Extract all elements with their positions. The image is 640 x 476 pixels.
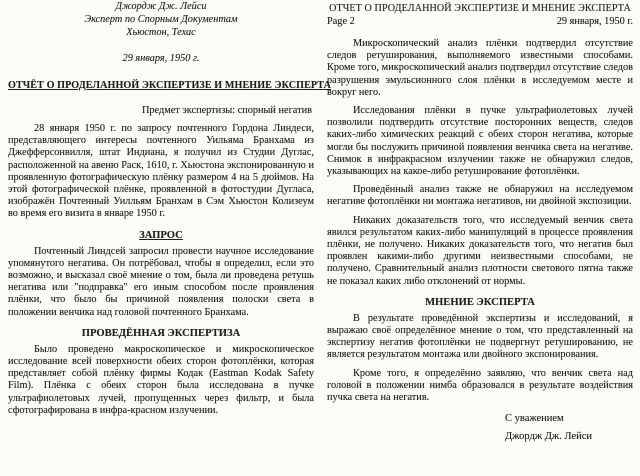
intro-paragraph: 28 января 1950 г. по запросу почтенного Гордона Линдеси, представляющего интересы почтенного Уильяма Бранхама из Джефферсонвилля, штат Индиана, я получил из Студии Дуглас, расположенной на авеню Раск, 1610, г. Хьюстона экспонированную и проявленную фотографическую плёнку размером 4 на 5 дюймов. На этой фотографической плёнке, проявленной в фотостудии Дугласа, изображён Почтенный Уилльям Бранхам в Сэм Хьюстон Колизеум во время его визита в январе 1950 г. bbox=[8, 123, 314, 220]
analysis-paragraph-4: Никаких доказательств того, что исследуемый венчик света явился результатом каких-либо манипуляций в процессе проявления плёнки, не получено. Никаких доказательств того, что негатив был проявлен какими-либо другими неизвестными способами, не получено. Сравнительный анализ плотности светового пятна также не показал каких либо отклонений от нормы. bbox=[327, 214, 633, 287]
report-title: ОТЧЁТ О ПРОДЕЛАННОЙ ЭКСПЕРТИЗЕ И МНЕНИЕ ЭКСПЕРТА bbox=[8, 80, 332, 91]
expert-city: Хьюстон, Техас bbox=[126, 27, 196, 38]
examination-heading: ПРОВЕДЁННАЯ ЭКСПЕРТИЗА bbox=[81, 327, 241, 339]
analysis-paragraph-2: Исследования плёнки в пучке ультрафиолетовых лучей позволили подтвердить отсутствие посторонних веществ, следов каких-либо химических реакций с обеих сторон негатива, которые могли бы послужить причиной появления венчика света на негативе. Снимок в инфракрасном излучении также не обнаружил следов, указывающих на какое-либо ретуширование фотоплёнки. bbox=[327, 105, 633, 178]
opinion-paragraph-2: Кроме того, я определённо заявляю, что венчик света над головой в положении нимба образовался в результате воздействия пучка света на негатив. bbox=[327, 367, 633, 404]
page-number-label: Page 2 bbox=[327, 16, 355, 27]
signature-name: Джордж Дж. Лейси bbox=[505, 431, 593, 443]
signature-block bbox=[505, 412, 633, 443]
expert-role: Эксперт по Спорным Документам bbox=[84, 14, 238, 25]
signature-closing: С уважением bbox=[505, 413, 564, 425]
opinion-heading: МНЕНИЕ ЭКСПЕРТА bbox=[425, 296, 535, 308]
examination-paragraph: Было проведено макроскопическое и микроскопическое исследование всей поверхности обеих сторон фотоплёнки, которая представляет собой плёнку фирмы Кодак (Eastman Kodak Safety Film). Плёнка с обеих сторон была исследована в пучке ультрафиолетовых лучей, пропущенных через фильтр, и была сфотографирована в инфра-красном излучении. bbox=[8, 343, 314, 416]
request-paragraph: Почтенный Линдсей запросил провести научное исследование упомянутого негатива. Он потрёбовал, чтобы я определил, если это возможно, и высказал своё мнение о том, была ли проведена ретушь негатива или "подправка" его иным способом после проявления плёнки, что было бы причиной появления полоски света в положении венчика над головой почтенного Бранхама. bbox=[8, 245, 314, 318]
report-date: 29 января, 1950 г. bbox=[122, 53, 200, 64]
subject-line: Предмет экспертизы: спорный негатив bbox=[141, 105, 312, 116]
analysis-paragraph-1: Микроскопический анализ плёнки подтвердил отсутствие следов ретуширования, выполняемого известными способами. Кроме того, микроскопический анализ подтвердил отсутствие следов разрушения эмульсионного слоя плёнки в исследуемом месте и вокруг него. bbox=[327, 38, 633, 98]
page-1 bbox=[8, 0, 332, 417]
page-2 bbox=[327, 0, 633, 443]
request-heading: ЗАПРОС bbox=[139, 229, 183, 241]
opinion-paragraph-1: В результате проведённой экспертизы и исследований, я выражаю своё определённое мнение о том, что представленный на экспертизу негатив фотоплёнки не подвергнут ретушированию, не является результатом монтажа или двойного экспонирования. bbox=[327, 312, 633, 361]
page2-subheader bbox=[327, 15, 633, 28]
expert-name: Джордж Дж. Лейси bbox=[115, 1, 207, 12]
analysis-paragraph-3: Проведённый анализ также не обнаружил на исследуемом негативе фотоплёнки ни монтажа негативов, ни двойной экспозиции. bbox=[327, 184, 633, 208]
page2-title: ОТЧЕТ О ПРОДЕЛАННОЙ ЭКСПЕРТИЗЕ И МНЕНИЕ ЭКСПЕРТА bbox=[329, 3, 631, 14]
page2-date: 29 января, 1950 г. bbox=[556, 16, 633, 27]
